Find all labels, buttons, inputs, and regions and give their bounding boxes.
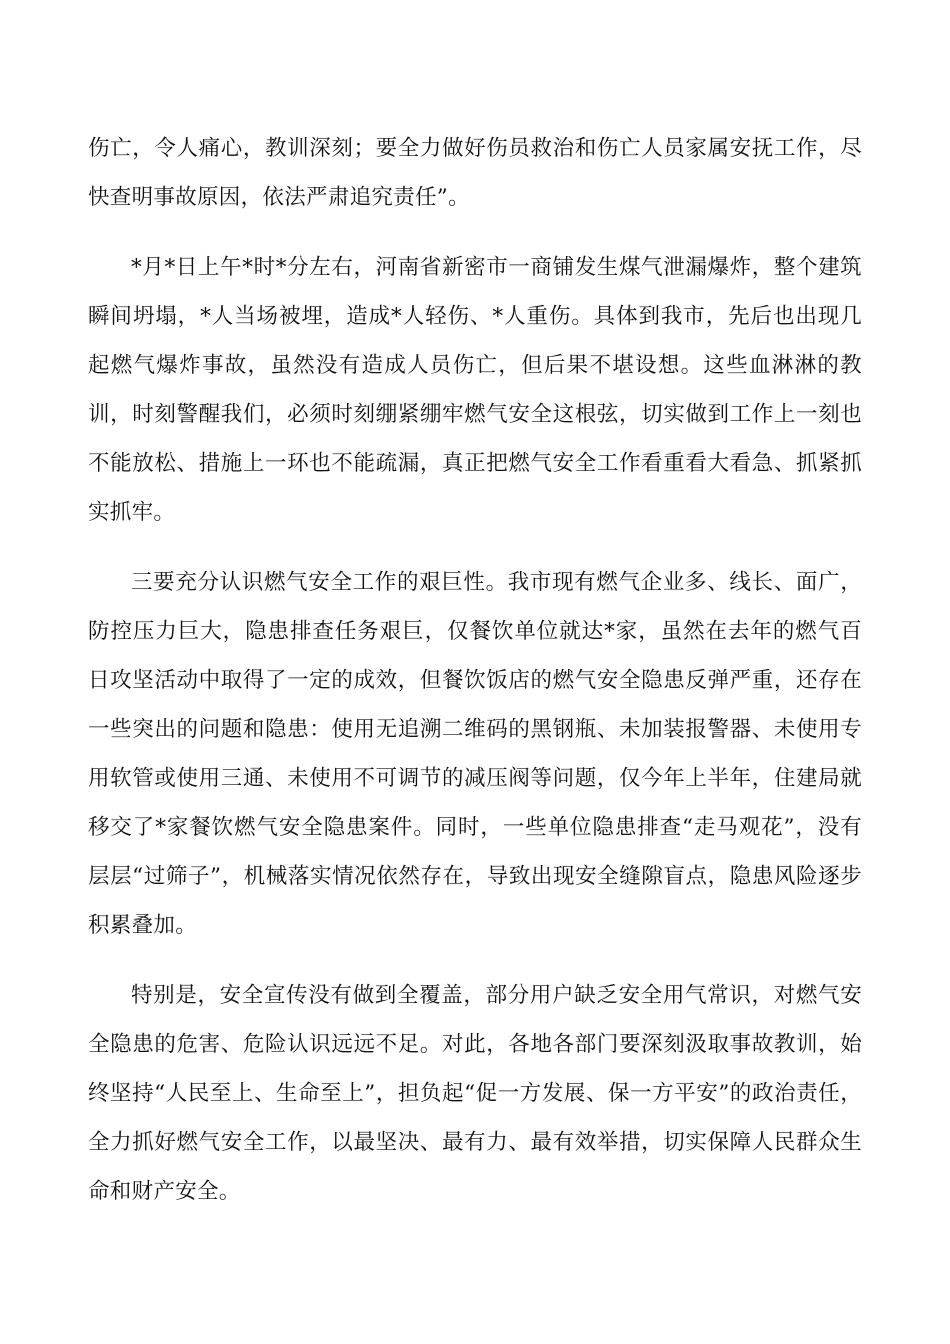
paragraph-3: 三要充分认识燃气安全工作的艰巨性。我市现有燃气企业多、线长、面广，防控压力巨大，隐患排查任务艰巨，仅餐饮单位就达*家，虽然在去年的燃气百日攻坚活动中取得了一定的成效，但餐饮饭店的燃气安全隐患反弹严重，还存在一些突出的问题和隐患：使用无追溯二维码的黑钢瓶、未加装报警器、未使用专用软管或使用三通、未使用不可调节的减压阀等问题，仅今年上半年，住建局就移交了*家餐饮燃气安全隐患案件。同时，一些单位隐患排查“走马观花”，没有层层“过筛子”，机械落实情况依然存在，导致出现安全缝隙盲点，隐患风险逐步积累叠加。 bbox=[88, 570, 862, 938]
paragraph-1: 伤亡，令人痛心，教训深刻；要全力做好伤员救治和伤亡人员家属安抚工作，尽快查明事故原因，依法严肃追究责任”。 bbox=[88, 136, 862, 210]
paragraph-4: 特别是，安全宣传没有做到全覆盖，部分用户缺乏安全用气常识，对燃气安全隐患的危害、危险认识远远不足。对此，各地各部门要深刻汲取事故教训，始终坚持“人民至上、生命至上”，担负起“促一方发展、保一方平安”的政治责任，全力抓好燃气安全工作，以最坚决、最有力、最有效举措，切实保障人民群众生命和财产安全。 bbox=[88, 983, 862, 1204]
document-body bbox=[88, 124, 862, 1237]
paragraph-2: *月*日上午*时*分左右，河南省新密市一商铺发生煤气泄漏爆炸，整个建筑瞬间坍塌，*人当场被埋，造成*人轻伤、*人重伤。具体到我市，先后也出现几起燃气爆炸事故，虽然没有造成人员伤亡，但后果不堪设想。这些血淋淋的教训，时刻警醒我们，必须时刻绷紧绷牢燃气安全这根弦，切实做到工作上一刻也不能放松、措施上一环也不能疏漏，真正把燃气安全工作看重看大看急、抓紧抓实抓牢。 bbox=[88, 255, 862, 525]
